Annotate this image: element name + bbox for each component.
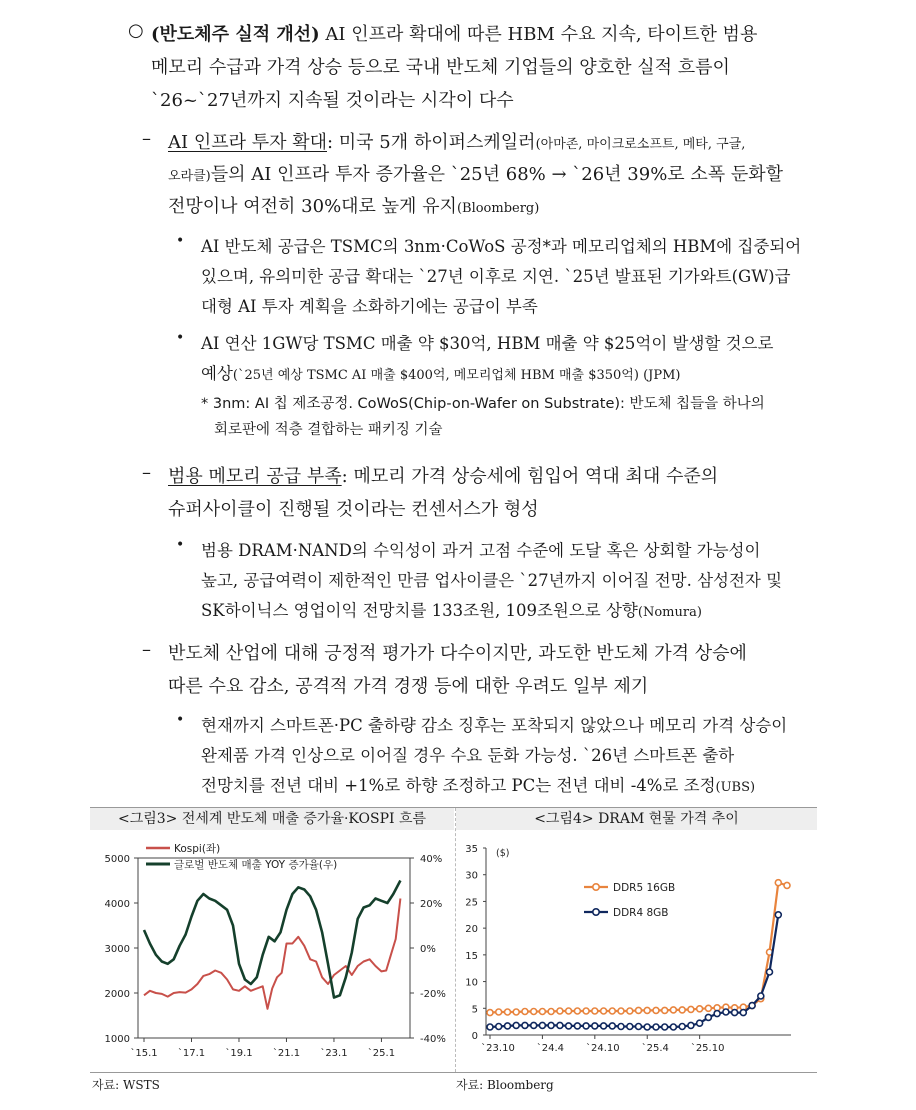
main-point-heading: (반도체주 실적 개선) xyxy=(151,24,320,45)
section3-line-2: 따른 수요 감소, 공격적 가격 경쟁 등에 대한 우려도 일부 제기 xyxy=(168,676,649,697)
fig4-y-tick-label: 25 xyxy=(465,897,478,909)
fig4-ddr4-point xyxy=(513,1022,519,1028)
fig4-ddr5-point xyxy=(557,1008,563,1014)
fig3-right-tick-label: -20% xyxy=(420,989,446,1000)
fig4-ddr4-point xyxy=(487,1024,493,1030)
fig4-ddr5-point xyxy=(662,1007,668,1013)
section1-line1b: (아마존, 마이크로소프트, 메타, 구글, xyxy=(535,137,746,152)
fig4-y-tick-label: 35 xyxy=(465,844,478,855)
section3-bullet1-line3b: (UBS) xyxy=(715,780,756,795)
fig4-legend-ddr5-label: DDR5 16GB xyxy=(613,882,676,894)
fig3-x-tick-label: `15.1 xyxy=(130,1048,158,1059)
fig4-ddr4-point xyxy=(749,1003,755,1009)
fig4-ddr4-point xyxy=(644,1024,650,1030)
fig4-ddr4-point xyxy=(653,1024,659,1030)
fig4-ddr4-point xyxy=(723,1009,729,1015)
fig4-ddr4-point xyxy=(574,1023,580,1029)
fig4-ddr4-point xyxy=(601,1023,607,1029)
fig4-ddr4-point xyxy=(627,1024,633,1030)
fig4-ddr5-point xyxy=(513,1009,519,1015)
fig4-ddr4-point xyxy=(531,1022,537,1028)
fig4-ddr4-point xyxy=(732,1010,738,1016)
fig3-kospi-line xyxy=(144,899,400,1009)
main-point-text-1: AI 인프라 확대에 따른 HBM 수요 지속, 타이트한 범용 xyxy=(319,24,758,45)
fig4-y-tick-label: 20 xyxy=(465,924,478,936)
fig4-legend-ddr4-marker xyxy=(593,909,599,915)
fig4-x-tick-label: `25.10 xyxy=(690,1043,725,1054)
section3-line-1: 반도체 산업에 대해 긍정적 평가가 다수이지만, 과도한 반도체 가격 상승에 xyxy=(168,643,747,664)
section1-line2a: 오라클) xyxy=(168,169,211,184)
section1-line3a: 전망이나 여전히 30%대로 높게 유지 xyxy=(168,196,457,217)
fig4-ddr4-point xyxy=(592,1023,598,1029)
fig4-ddr5-point xyxy=(636,1007,642,1013)
fig4-ddr4-point xyxy=(679,1024,685,1030)
main-bullet-marker: ○ xyxy=(128,20,144,41)
fig4-ddr4-point xyxy=(775,912,781,918)
fig4-ddr5-point xyxy=(697,1006,703,1012)
section1-marker: – xyxy=(142,128,151,149)
section3-bullet1-line-2: 완제품 가격 인상으로 이어질 경우 수요 둔화 가능성. `26년 스마트폰 출하 xyxy=(201,746,735,765)
section1-bullet1-line-1: AI 반도체 공급은 TSMC의 3nm·CoWoS 공정*과 메모리업체의 HBM에 집중되어 xyxy=(201,237,802,256)
fig4-x-tick-label: `23.10 xyxy=(481,1043,515,1054)
fig3-x-tick-label: `19.1 xyxy=(225,1048,253,1059)
fig3-x-tick-label: `21.1 xyxy=(272,1048,301,1059)
section1-bullet1-dot: • xyxy=(176,233,185,249)
section2-line-2: 슈퍼사이클이 진행될 것이라는 컨센서스가 형성 xyxy=(168,499,539,520)
fig4-ddr5-point xyxy=(679,1007,685,1013)
figure4-panel xyxy=(456,808,817,1072)
section2-bullet1-line-2: 높고, 공급여력이 제한적인 만큼 업사이클은 `27년까지 이어질 전망. 삼성전자 및 xyxy=(201,571,783,590)
section3-bullet1-dot: • xyxy=(176,712,185,728)
figure3-source: 자료: WSTS xyxy=(92,1078,160,1092)
figures-bottom-rule xyxy=(90,1072,817,1073)
fig4-ddr5-point xyxy=(522,1009,528,1015)
figure4-title: <그림4> DRAM 현물 가격 추이 xyxy=(456,808,817,830)
main-point-line-2: 메모리 수급과 가격 상승 등으로 국내 반도체 기업들의 양호한 실적 흐름이 xyxy=(151,57,730,78)
fig4-legend-ddr4-label: DDR4 8GB xyxy=(613,907,669,919)
figure3-chart xyxy=(90,830,454,1070)
section2-bullet1-line3b: (Nomura) xyxy=(637,605,702,620)
fig4-ddr5-point xyxy=(644,1007,650,1013)
fig4-ddr4-point xyxy=(548,1022,554,1028)
fig3-right-tick-label: 40% xyxy=(420,854,443,865)
fig3-x-tick-label: `17.1 xyxy=(177,1048,206,1059)
section1-line-1 xyxy=(168,128,745,154)
section2-marker: – xyxy=(142,462,151,483)
fig4-ddr5-point xyxy=(609,1008,615,1014)
section1-line2b: 들의 AI 인프라 투자 증가율은 `25년 68% → `26년 39%로 소폭 둔화할 xyxy=(210,164,784,185)
section2-title: 범용 메모리 공급 부족 xyxy=(168,466,342,487)
section3-bullet1-line-3 xyxy=(201,772,755,796)
fig3-left-tick-label: 5000 xyxy=(104,854,130,865)
fig4-ddr4-point xyxy=(557,1022,563,1028)
section1-bullet1-line-3: 대형 AI 투자 계획을 소화하기에는 공급이 부족 xyxy=(201,297,538,316)
fig4-ddr4-point xyxy=(670,1024,676,1030)
fig4-ddr4-point xyxy=(583,1023,589,1029)
fig4-ddr4-point xyxy=(505,1023,511,1029)
fig4-ddr5-point xyxy=(505,1009,511,1015)
fig4-ddr5-point xyxy=(539,1009,545,1015)
fig4-ddr5-point xyxy=(627,1008,633,1014)
fig4-ddr5-point xyxy=(548,1009,554,1015)
section1-bullet2-dot: • xyxy=(176,330,185,346)
figure4-source: 자료: Bloomberg xyxy=(456,1078,554,1092)
fig4-ddr5-point xyxy=(496,1009,502,1015)
footnote-line-2: 회로판에 적층 결합하는 패키징 기술 xyxy=(214,422,443,438)
fig3-right-tick-label: 20% xyxy=(420,899,443,910)
section3-bullet1-line-1: 현재까지 스마트폰·PC 출하량 감소 징후는 포착되지 않았으나 메모리 가격 상승이 xyxy=(201,716,788,735)
fig3-left-tick-label: 1000 xyxy=(104,1034,130,1045)
fig4-ddr5-point xyxy=(583,1008,589,1014)
fig4-ddr4-point xyxy=(636,1024,642,1030)
section3-bullet1-line3a: 전망치를 전년 대비 +1%로 하향 조정하고 PC는 전년 대비 -4%로 조정 xyxy=(201,776,716,795)
figure3-panel xyxy=(90,808,454,1072)
fig4-ddr4-point xyxy=(705,1014,711,1020)
fig3-right-tick-label: -40% xyxy=(420,1034,446,1045)
section2-bullet1-line-3 xyxy=(201,597,702,621)
fig4-y-tick-label: 30 xyxy=(465,870,478,882)
fig4-legend-ddr5-marker xyxy=(593,884,599,890)
fig4-ddr4-point xyxy=(697,1020,703,1026)
fig3-legend-growth-label: 글로벌 반도체 매출 YOY 증가율(우) xyxy=(174,859,338,871)
section1-line3b: (Bloomberg) xyxy=(456,201,540,216)
fig4-ddr4-point xyxy=(618,1024,624,1030)
fig3-growth-line xyxy=(144,881,400,998)
fig3-left-tick-label: 3000 xyxy=(104,944,130,955)
fig4-ddr5-point xyxy=(618,1008,624,1014)
fig3-x-tick-label: `23.1 xyxy=(320,1048,348,1059)
fig4-ddr5-point xyxy=(688,1006,694,1012)
fig4-ddr5-point xyxy=(487,1010,493,1016)
section2-line-1 xyxy=(168,462,718,488)
section1-title: AI 인프라 투자 확대 xyxy=(168,132,327,153)
fig4-ddr4-point xyxy=(496,1024,502,1030)
section1-bullet2-line2a: 예상 xyxy=(201,364,233,383)
fig4-ddr4-point xyxy=(688,1022,694,1028)
footnote-line-1: * 3nm: AI 칩 제조공정. CoWoS(Chip-on-Wafer on Substrate): 반도체 칩들을 하나의 xyxy=(201,396,765,412)
fig4-x-tick-label: `25.4 xyxy=(641,1043,669,1054)
fig4-unit-label: ($) xyxy=(496,848,510,859)
fig4-ddr4-point xyxy=(758,993,764,999)
fig4-y-tick-label: 10 xyxy=(465,977,478,989)
main-point-line-3: `26~`27년까지 지속될 것이라는 시각이 다수 xyxy=(151,90,514,111)
fig4-ddr4-point xyxy=(767,969,773,975)
fig3-right-tick-label: 0% xyxy=(420,944,436,955)
section2-bullet1-dot: • xyxy=(176,537,185,553)
section1-bullet2-line2b: (`25년 예상 TSMC AI 매출 $400억, 메모리업체 HBM 매출 $350억) (JPM) xyxy=(232,368,681,383)
fig3-legend-kospi-label: Kospi(좌) xyxy=(174,843,221,855)
fig4-ddr5-point xyxy=(705,1005,711,1011)
main-point-line-1 xyxy=(151,20,757,46)
section2-bullet1-line-1: 범용 DRAM·NAND의 수익성이 과거 고점 수준에 도달 혹은 상회할 가능성이 xyxy=(201,541,761,560)
fig4-ddr5-point xyxy=(784,882,790,888)
fig4-ddr4-point xyxy=(714,1011,720,1017)
fig4-ddr5-point xyxy=(531,1009,537,1015)
fig4-ddr5-point xyxy=(592,1008,598,1014)
fig4-ddr4-point xyxy=(522,1022,528,1028)
section3-marker: – xyxy=(142,639,151,660)
fig4-x-tick-label: `24.4 xyxy=(536,1043,565,1054)
fig4-x-tick-label: `24.10 xyxy=(586,1043,620,1054)
fig4-ddr5-point xyxy=(653,1007,659,1013)
section2-line1-text: : 메모리 가격 상승세에 힘입어 역대 최대 수준의 xyxy=(341,466,719,487)
fig4-ddr5-line xyxy=(490,883,787,1013)
fig4-y-tick-label: 15 xyxy=(465,950,478,962)
figure4-chart xyxy=(456,830,817,1070)
section1-bullet2-line-1: AI 연산 1GW당 TSMC 매출 약 $30억, HBM 매출 약 $25억이 발생할 것으로 xyxy=(201,334,774,353)
section1-line-3 xyxy=(168,192,539,218)
fig4-ddr4-point xyxy=(662,1024,668,1030)
section1-bullet1-line-2: 있으며, 유의미한 공급 확대는 `27년 이후로 지연. `25년 발표된 기가와트(GW)급 xyxy=(201,267,791,286)
fig4-ddr5-point xyxy=(574,1008,580,1014)
fig4-ddr4-point xyxy=(539,1022,545,1028)
fig4-ddr4-point xyxy=(566,1023,572,1029)
fig4-y-tick-label: 0 xyxy=(471,1031,478,1042)
fig4-ddr4-point xyxy=(740,1010,746,1016)
fig3-left-tick-label: 4000 xyxy=(104,899,130,910)
fig4-ddr4-point xyxy=(609,1023,615,1029)
section1-line-2 xyxy=(168,160,783,186)
fig4-ddr5-point xyxy=(775,880,781,886)
fig4-ddr5-point xyxy=(670,1007,676,1013)
section2-bullet1-line3a: SK하이닉스 영업이익 전망치를 133조원, 109조원으로 상향 xyxy=(201,601,638,620)
section1-bullet2-line-2 xyxy=(201,360,680,384)
fig4-ddr5-point xyxy=(601,1008,607,1014)
fig4-y-tick-label: 5 xyxy=(471,1004,478,1016)
fig4-ddr5-point xyxy=(566,1008,572,1014)
fig3-left-tick-label: 2000 xyxy=(104,989,130,1000)
figure3-title: <그림3> 전세계 반도체 매출 증가율·KOSPI 흐름 xyxy=(90,808,454,830)
fig3-x-tick-label: `25.1 xyxy=(367,1048,396,1059)
section1-line1a: : 미국 5개 하이퍼스케일러 xyxy=(327,132,536,153)
